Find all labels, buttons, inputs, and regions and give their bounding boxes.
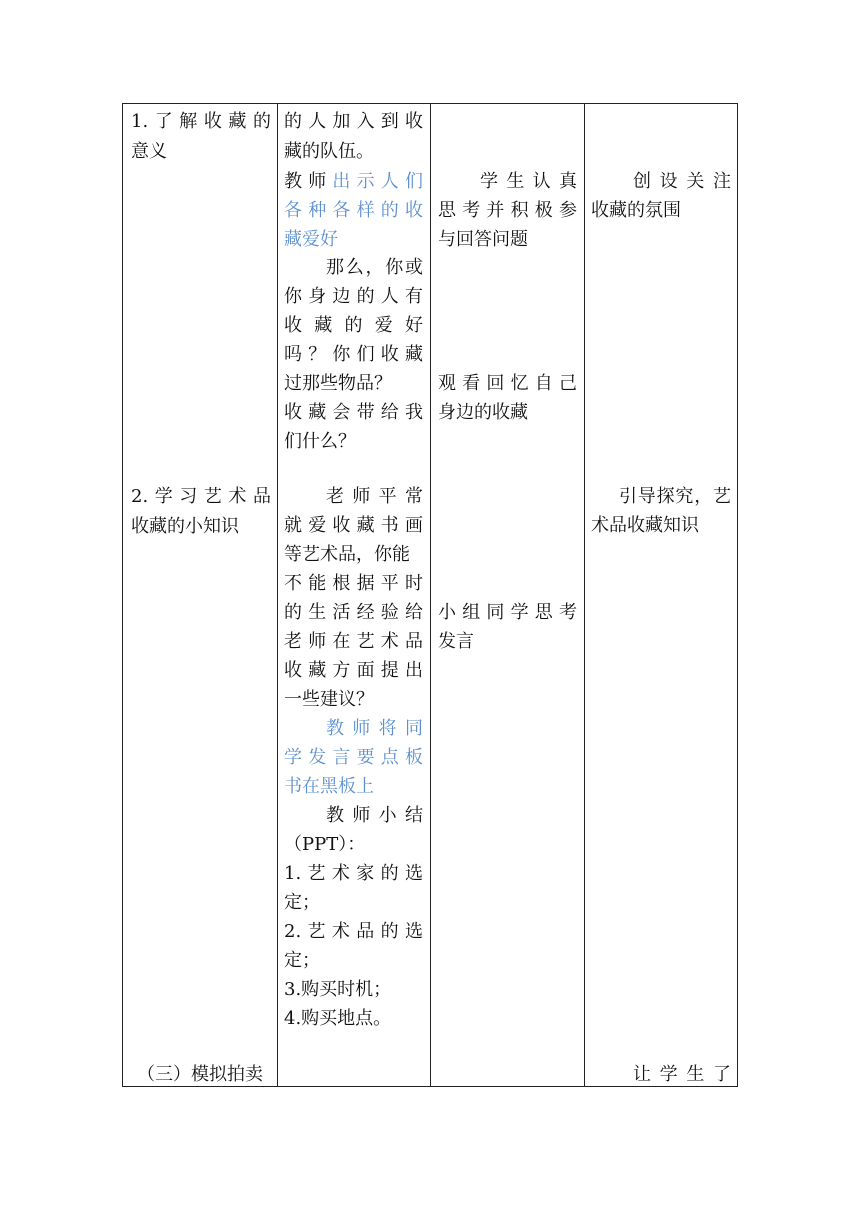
teacher-text: 吗？你们收藏 bbox=[284, 344, 423, 365]
step-1-title-cont: 意义 bbox=[131, 141, 167, 162]
teacher-text: 的生活经验给 bbox=[284, 602, 423, 623]
teacher-text: 收藏的爱好 bbox=[284, 315, 423, 336]
teacher-text: 1.艺术家的选 bbox=[284, 863, 423, 884]
student-text: 与回答问题 bbox=[438, 229, 528, 250]
teacher-activity-column bbox=[284, 104, 423, 1086]
teacher-text: 教师出示人们 bbox=[284, 171, 423, 192]
teacher-text-highlight: 藏爱好 bbox=[284, 229, 338, 250]
teacher-text-highlight: 各种各样的收 bbox=[284, 200, 423, 221]
intent-text: 创设关注 bbox=[633, 171, 731, 192]
teacher-text: 老师在艺术品 bbox=[284, 631, 423, 652]
teacher-text: 教师小结 bbox=[326, 805, 423, 826]
teacher-text-highlight: 教师将同 bbox=[326, 718, 423, 739]
teacher-text: 老师平常 bbox=[326, 486, 423, 507]
intent-text: 引导探究，艺 bbox=[619, 486, 731, 507]
student-text: 发言 bbox=[438, 631, 474, 652]
teacher-text: 2.艺术品的选 bbox=[284, 921, 423, 942]
teacher-text: 那么，你或 bbox=[326, 257, 423, 278]
step-3-title: （三）模拟拍卖 bbox=[137, 1064, 263, 1085]
teacher-text: 过那些物品？ bbox=[284, 373, 392, 394]
design-intent-column bbox=[591, 104, 731, 1086]
teacher-text: 定； bbox=[284, 950, 320, 971]
teacher-text: 藏的队伍。 bbox=[284, 141, 374, 162]
teacher-text: 等艺术品，你能 bbox=[284, 544, 410, 565]
intent-text: 收藏的氛围 bbox=[591, 200, 681, 221]
teacher-text-highlight: 学发言要点板 bbox=[284, 747, 423, 768]
lesson-plan-table bbox=[122, 103, 738, 1087]
column-divider bbox=[277, 104, 278, 1086]
step-1-title: 1.了解收藏的 bbox=[131, 111, 271, 132]
teacher-text-highlight: 书在黑板上 bbox=[284, 776, 374, 797]
teacher-text: 3.购买时机； bbox=[284, 979, 392, 1000]
step-column bbox=[131, 104, 271, 1086]
teacher-text: 们什么？ bbox=[284, 431, 356, 452]
teacher-text: 你身边的人有 bbox=[284, 286, 423, 307]
student-activity-column bbox=[438, 104, 577, 1086]
student-text: 身边的收藏 bbox=[438, 402, 528, 423]
student-text: 观看回忆自己 bbox=[438, 373, 577, 394]
column-divider bbox=[430, 104, 431, 1086]
teacher-text: 4.购买地点。 bbox=[284, 1008, 392, 1029]
column-divider bbox=[584, 104, 585, 1086]
intent-text: 让学生了 bbox=[633, 1064, 731, 1085]
teacher-text: 就爱收藏书画 bbox=[284, 515, 423, 536]
teacher-text: （PPT）： bbox=[284, 834, 366, 855]
step-2-title-cont: 收藏的小知识 bbox=[131, 516, 239, 537]
step-2-title: 2.学习艺术品 bbox=[131, 486, 271, 507]
student-text: 小组同学思考 bbox=[438, 602, 577, 623]
teacher-text: 的人加入到收 bbox=[284, 111, 423, 132]
student-text: 学生认真 bbox=[480, 171, 577, 192]
student-text: 思考并积极参 bbox=[438, 200, 577, 221]
teacher-text: 定； bbox=[284, 892, 320, 913]
teacher-text: 收藏方面提出 bbox=[284, 660, 423, 681]
teacher-text: 收藏会带给我 bbox=[284, 402, 423, 423]
teacher-text: 不能根据平时 bbox=[284, 573, 423, 594]
teacher-text: 一些建议？ bbox=[284, 689, 374, 710]
intent-text: 术品收藏知识 bbox=[591, 515, 699, 536]
